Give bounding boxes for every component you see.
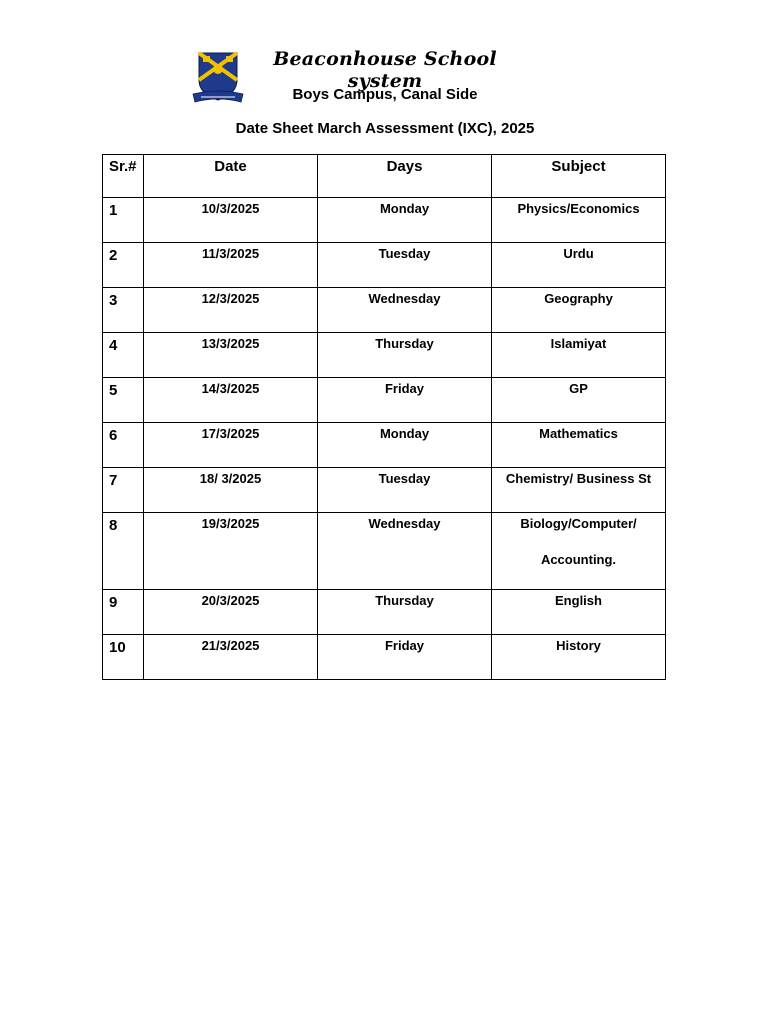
row-subject: English [492,590,666,635]
row-day: Wednesday [318,513,492,590]
campus-name: Boys Campus, Canal Side [292,86,478,103]
row-day: Friday [318,378,492,423]
row-day: Tuesday [318,468,492,513]
table-row [103,378,666,423]
row-sr: 9 [103,590,144,635]
row-subject-line2: Accounting. [540,552,617,567]
row-subject [492,513,666,590]
row-date: 14/3/2025 [144,378,318,423]
row-date: 11/3/2025 [144,243,318,288]
table-row [103,468,666,513]
row-sr: 6 [103,423,144,468]
column-header-date: Date [144,155,318,198]
row-date: 18/ 3/2025 [144,468,318,513]
row-subject: Physics/Economics [492,198,666,243]
table-row [103,198,666,243]
column-header-subject: Subject [492,155,666,198]
table-header-row [103,155,666,198]
table-row [103,243,666,288]
row-subject: History [492,635,666,680]
row-sr: 7 [103,468,144,513]
table-row [103,423,666,468]
school-name: Beaconhouse School system [273,48,497,92]
row-day: Thursday [318,333,492,378]
row-subject: Urdu [492,243,666,288]
table-row [103,288,666,333]
page-title: Date Sheet March Assessment (IXC), 2025 [235,120,535,137]
row-date: 13/3/2025 [144,333,318,378]
row-subject: GP [492,378,666,423]
row-sr: 2 [103,243,144,288]
row-subject: Islamiyat [492,333,666,378]
row-date: 20/3/2025 [144,590,318,635]
row-day: Monday [318,423,492,468]
row-sr: 1 [103,198,144,243]
row-sr: 3 [103,288,144,333]
row-day: Thursday [318,590,492,635]
row-sr: 10 [103,635,144,680]
row-sr: 5 [103,378,144,423]
row-subject: Mathematics [492,423,666,468]
row-subject-line1: Biology/Computer/ [520,516,637,531]
row-sr: 8 [103,513,144,590]
row-sr: 4 [103,333,144,378]
row-day: Tuesday [318,243,492,288]
row-date: 21/3/2025 [144,635,318,680]
table-row [103,635,666,680]
row-date: 19/3/2025 [144,513,318,590]
column-header-days: Days [318,155,492,198]
row-subject: Geography [492,288,666,333]
beaconhouse-crest-icon [191,50,245,106]
row-date: 10/3/2025 [144,198,318,243]
row-subject: Chemistry/ Business St [492,468,666,513]
row-day: Wednesday [318,288,492,333]
row-date: 17/3/2025 [144,423,318,468]
row-day: Monday [318,198,492,243]
date-sheet-table [102,154,666,680]
table-row [103,590,666,635]
column-header-sr: Sr.# [103,155,144,198]
table-row [103,333,666,378]
row-day: Friday [318,635,492,680]
row-date: 12/3/2025 [144,288,318,333]
table-row [103,513,666,590]
